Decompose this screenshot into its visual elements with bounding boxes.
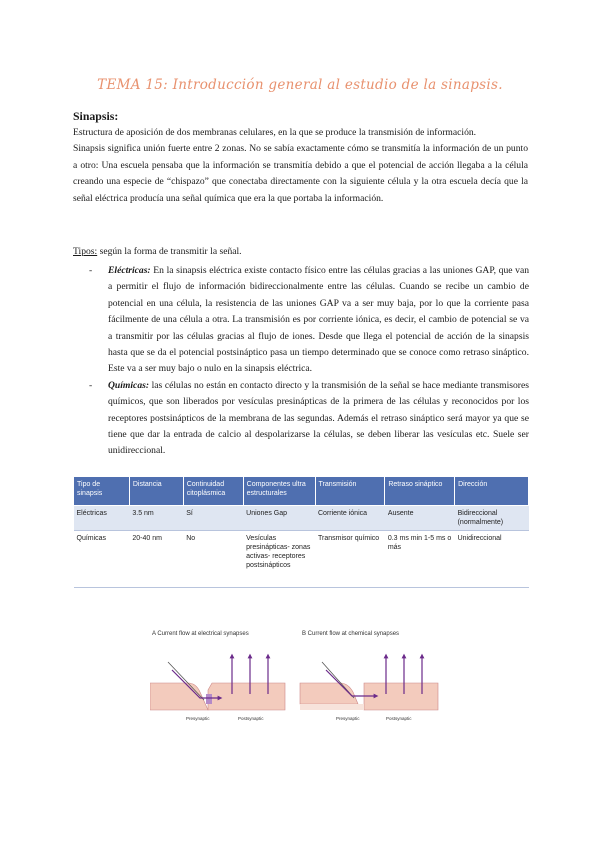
table-cell: Vesículas presinápticas- zonas activas- receptores postsinápticos bbox=[243, 531, 315, 588]
bullet-list bbox=[89, 263, 529, 460]
presynaptic-label: Presynaptic bbox=[336, 716, 360, 721]
table-header: Distancia bbox=[129, 477, 183, 506]
paragraph-2: Sinapsis significa unión fuerte entre 2 zonas. No se sabía exactamente cómo se transmitía la información de un punto a otro: Una escuela pensaba que la información se transmitía debido a que el potencial de acción llegaba a la célula creando una especie de “chispazo” que conectaba directamente con la siguiente célula y la otra escuela decía que la señal eléctrica producía una señal química que era la que portaba la información. bbox=[73, 143, 528, 204]
table-header: Componentes ultra estructurales bbox=[243, 477, 315, 506]
table-cell: Ausente bbox=[385, 506, 455, 531]
synapse-current-flow-figure bbox=[150, 628, 440, 724]
postsynaptic-cell bbox=[208, 683, 285, 710]
bullet-term: Químicas: bbox=[108, 379, 150, 391]
bullet-text: las células no están en contacto directo y la transmisión de la señal se hace mediante transmisores químicos, que son liberados por vesículas presinápticas de la primera de las células y reconocidos por los receptores postsinápticos de la membrana de las segundas. Además el retraso sináptico será mayor ya que se tiene que dar la entrada de calcio al despolarizarse la células, se deben liberar las vesículas etc. Suele ser unidireccional. bbox=[108, 379, 529, 457]
table-cell: Sí bbox=[183, 506, 243, 531]
table-header: Dirección bbox=[455, 477, 529, 506]
chemical-synapse-diagram bbox=[300, 656, 438, 721]
bullet-dash: - bbox=[89, 265, 93, 276]
electrical-synapse-diagram bbox=[150, 656, 285, 721]
table-cell: Eléctricas bbox=[74, 506, 130, 531]
bullet-dash: - bbox=[89, 379, 93, 391]
table-cell: Unidireccional bbox=[455, 531, 529, 588]
table-cell: 0.3 ms min 1-5 ms o más bbox=[385, 531, 455, 588]
synaptic-cleft bbox=[300, 704, 364, 710]
bullet-text: En la sinapsis eléctrica existe contacto físico entre las células gracias a las uniones GAP, que van a permitir el flujo de información bidireccionalmente entre las células. Cuando se recibe un cambio de potencial en una célula, la resistencia de las uniones GAP va a ser muy baja, por lo que la corriente pasa fácilmente de una célula a otra. La transmisión es por corriente iónica, es decir, el cambio de potencial se va a transmitir por las células gracias al flujo de iones. Desde que llega el potencial de acción de la sinapsis hasta que se da el potencial postsináptico pasa un tiempo determinado que se conoce como retraso sináptico. Este va a ser muy bajo o nulo en la sinapsis eléctrica. bbox=[108, 265, 529, 375]
paragraph-1: Estructura de aposición de dos membranas celulares, en la que se produce la transmisión de información. bbox=[73, 127, 477, 138]
bullet-term: Eléctricas: bbox=[108, 265, 151, 276]
table-cell: Bidireccional (normalmente) bbox=[455, 506, 529, 531]
page-title: TEMA 15: Introducción general al estudio de la sinapsis. bbox=[97, 77, 503, 93]
postsynaptic-label: Postsynaptic bbox=[386, 716, 412, 721]
table-header-row bbox=[74, 477, 529, 506]
table-header: Tipo de sinapsis bbox=[74, 477, 130, 506]
intro-text bbox=[73, 125, 528, 207]
table-cell: Transmisor químico bbox=[315, 531, 385, 588]
table-cell: No bbox=[183, 531, 243, 588]
panel-b-caption: B Current flow at chemical synapses bbox=[302, 631, 400, 637]
gap-junction bbox=[206, 694, 212, 704]
table-header: Transmisión bbox=[315, 477, 385, 506]
presynaptic-label: Presynaptic bbox=[186, 716, 210, 721]
table-cell: Uniones Gap bbox=[243, 506, 315, 531]
table-cell: Químicas bbox=[74, 531, 130, 588]
postsynaptic-label: Postsynaptic bbox=[238, 716, 264, 721]
table-row bbox=[74, 506, 529, 531]
panel-a-caption: A Current flow at electrical synapses bbox=[152, 631, 249, 637]
synapse-comparison-table bbox=[73, 476, 529, 588]
tipos-line bbox=[73, 246, 242, 257]
bullet-quimicas bbox=[89, 378, 529, 460]
table-cell: 20-40 nm bbox=[129, 531, 183, 588]
table-cell: 3.5 nm bbox=[129, 506, 183, 531]
tipos-text: según la forma de transmitir la señal. bbox=[97, 246, 242, 257]
table-header: Retraso sináptico bbox=[385, 477, 455, 506]
section-heading: Sinapsis: bbox=[73, 109, 119, 123]
bullet-electricas bbox=[89, 263, 529, 378]
table-cell: Corriente iónica bbox=[315, 506, 385, 531]
table-header: Continuidad citoplásmica bbox=[183, 477, 243, 506]
tipos-label: Tipos: bbox=[73, 246, 98, 257]
table-row bbox=[74, 531, 529, 588]
